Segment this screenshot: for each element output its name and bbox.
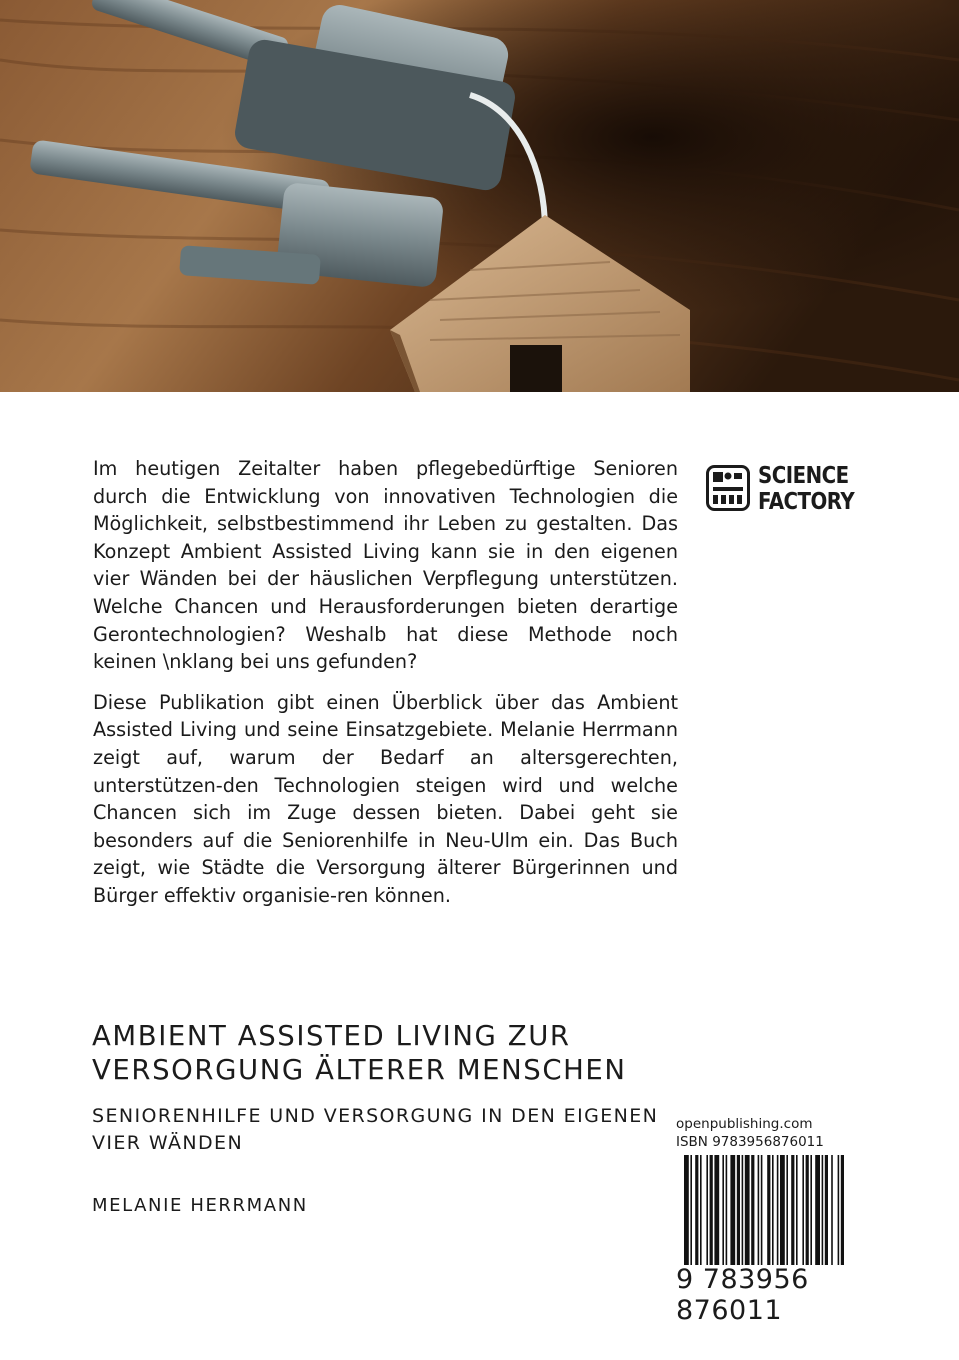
logo-line-2: FACTORY (758, 489, 855, 515)
title-line-1: AMBIENT ASSISTED LIVING ZUR (92, 1020, 571, 1052)
publisher-website: openpublishing.com (676, 1116, 813, 1132)
book-subtitle (92, 1103, 672, 1157)
isbn-barcode (676, 1155, 896, 1326)
book-author: MELANIE HERRMANN (92, 1195, 308, 1216)
publisher-logo (706, 463, 876, 515)
barcode-icon (676, 1155, 896, 1265)
cover-photo (0, 0, 959, 392)
back-cover-blurb (93, 455, 678, 923)
logo-line-1: SCIENCE (758, 463, 849, 489)
house-keys-photo-icon (0, 0, 959, 392)
blurb-paragraph: Diese Publikation gibt einen Überblick über das Ambient Assisted Living und seine Einsatzgebiete. Melanie Herrmann zeigt auf, warum der Bedarf an altersgerechten, unterstützen-den Technologien steigen wird und welche Chancen sich im Zuge dessen bieten. Dabei geht sie besonders auf die Seniorenhilfe in Neu-Ulm ein. Das Buch zeigt, wie Städte die Versorgung älterer Bürgerinnen und Bürger effektiv organisie-ren können. (93, 690, 678, 907)
ean-digits: 9 783956 876011 (676, 1264, 809, 1326)
subtitle-line-1: SENIORENHILFE UND VERSORGUNG IN DEN EIGENEN (92, 1105, 659, 1127)
subtitle-line-2: VIER WÄNDEN (92, 1132, 244, 1154)
book-title (92, 1019, 652, 1087)
title-line-2: VERSORGUNG ÄLTERER MENSCHEN (92, 1054, 627, 1086)
logo-wordmark (758, 463, 854, 515)
publisher-info (676, 1116, 824, 1151)
isbn-label: ISBN 9783956876011 (676, 1133, 824, 1150)
science-factory-logo-icon (706, 465, 750, 511)
blurb-paragraph: Im heutigen Zeitalter haben pflegebedürftige Senioren durch die Entwicklung von innovativen Technologien die Möglichkeit, selbstbestimmend ihr Leben zu gestalten. Das Konzept Ambient Assisted Living kann sie in den eigenen vier Wänden bei der häuslichen Verpflegung unterstützen. Welche Chancen und Herausforderungen bieten derartige Gerontechnologien? Weshalb hat diese Methode noch keinen \nklang bei uns gefunden? (93, 457, 678, 674)
